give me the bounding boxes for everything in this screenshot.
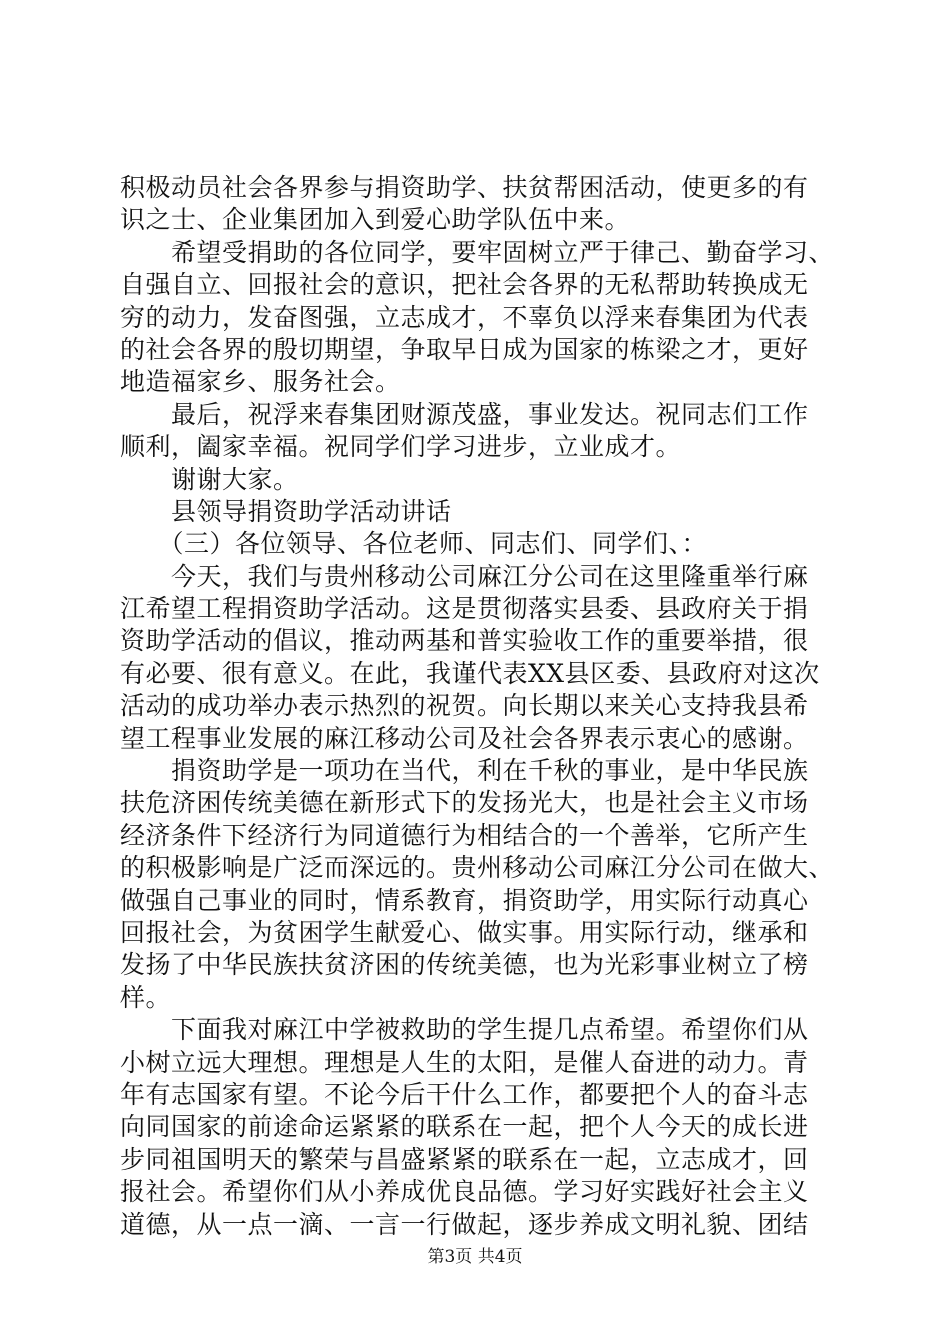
text-line: 积极动员社会各界参与捐资助学、扶贫帮困活动，使更多的有 [120,173,809,202]
text-line: 扶危济困传统美德在新形式下的发扬光大，也是社会主义市场 [120,788,809,818]
text-line: 的积极影响是广泛而深远的。贵州移动公司麻江分公司在做大、 [120,853,835,883]
text-line: 县领导捐资助学活动讲话 [120,496,452,526]
text-line: 资助学活动的倡议，推动两基和普实验收工作的重要举措，很 [120,626,809,656]
text-line: 谢谢大家。 [120,464,299,494]
page-footer: 第3页 共4页 [427,1247,523,1267]
text-line: 年有志国家有望。不论今后干什么工作，都要把个人的奋斗志 [120,1079,809,1109]
text-line: 步同祖国明天的繁荣与昌盛紧紧的联系在一起，立志成才，回 [120,1144,809,1174]
text-line: 回报社会，为贫困学生献爱心、做实事。用实际行动，继承和 [120,917,809,947]
text-line: 的社会各界的殷切期望，争取早日成为国家的栋梁之才，更好 [120,334,809,364]
text-line: 江希望工程捐资助学活动。这是贯彻落实县委、县政府关于捐 [120,594,809,624]
text-line: 报社会。希望你们从小养成优良品德。学习好实践好社会主义 [120,1177,809,1207]
text-line: 捐资助学是一项功在当代，利在千秋的事业，是中华民族 [120,756,809,786]
text-line: 小树立远大理想。理想是人生的太阳，是催人奋进的动力。青 [120,1047,809,1077]
text-line: 自强自立、回报社会的意识，把社会各界的无私帮助转换成无 [120,270,809,300]
text-line: 发扬了中华民族扶贫济困的传统美德，也为光彩事业树立了榜 [120,950,809,980]
text-line: 做强自己事业的同时，情系教育，捐资助学，用实际行动真心 [120,885,809,915]
text-line: 穷的动力，发奋图强，立志成才，不辜负以浮来春集团为代表 [120,302,809,332]
text-line: 顺利，阖家幸福。祝同学们学习进步，立业成才。 [120,432,682,462]
text-line: （三）各位领导、各位老师、同志们、同学们、： [120,529,708,559]
text-line: 活动的成功举办表示热烈的祝贺。向长期以来关心支持我县希 [120,691,809,721]
document-body [120,172,840,1241]
text-line: 下面我对麻江中学被救助的学生提几点希望。希望你们从 [120,1015,809,1045]
text-line: 最后，祝浮来春集团财源茂盛，事业发达。祝同志们工作 [120,399,809,429]
text-line: 希望受捐助的各位同学，要牢固树立严于律己、勤奋学习、 [120,237,835,267]
text-line: 识之士、企业集团加入到爱心助学队伍中来。 [120,205,631,235]
text-line: 样。 [120,982,172,1012]
text-line: 地造福家乡、服务社会。 [120,367,401,397]
text-line: 经济条件下经济行为同道德行为相结合的一个善举，它所产生 [120,820,809,850]
text-line: 有必要、很有意义。在此，我谨代表XX县区委、县政府对这次 [120,658,820,688]
text-line: 道德，从一点一滴、一言一行做起，逐步养成文明礼貌、团结 [120,1209,809,1239]
text-line: 望工程事业发展的麻江移动公司及社会各界表示衷心的感谢。 [120,723,809,753]
text-line: 向同国家的前途命运紧紧的联系在一起，把个人今天的成长进 [120,1112,809,1142]
text-line: 今天，我们与贵州移动公司麻江分公司在这里隆重举行麻 [120,561,809,591]
